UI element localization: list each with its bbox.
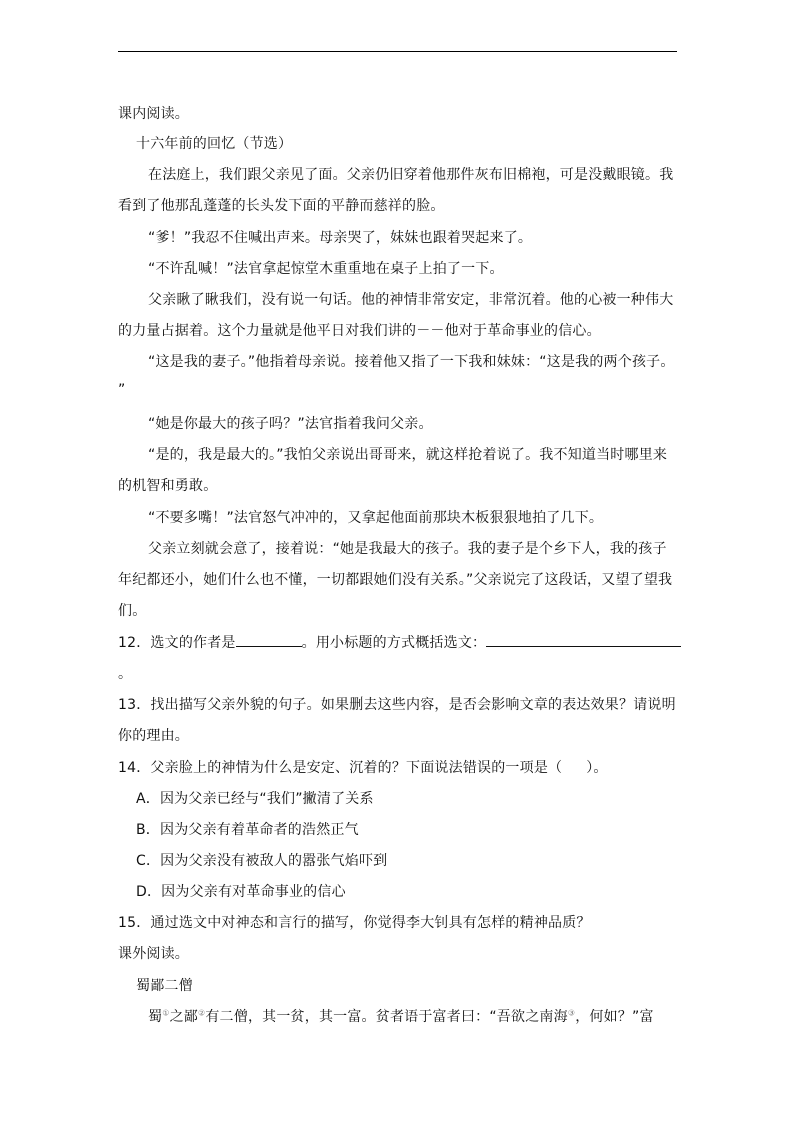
paragraph-line: ” [118,382,126,398]
option-c: C．因为父亲没有被敌人的嚣张气焰吓到 [136,853,388,869]
option-b: B．因为父亲有着革命者的浩然正气 [136,822,359,838]
question-text: 12．选文的作者是 [118,635,236,651]
passage-title: 十六年前的回忆（节选） [136,136,293,152]
answer-blank-author[interactable] [236,634,302,647]
paragraph-line: “爹！”我忍不住喊出声来。母亲哭了，妹妹也跟着哭起来了。 [148,230,533,246]
paragraph-line: “她是你最大的孩子吗？”法官指着我问父亲。 [148,416,433,432]
option-d: D．因为父亲有对革命事业的信心 [136,884,346,900]
question-text: 14．父亲脸上的神情为什么是安定、沉着的？下面说法错误的一项是（ [118,760,563,776]
paragraph-line: “是的，我是最大的。”我怕父亲说出哥哥来，就这样抢着说了。我不知道当时哪里来 [148,447,668,463]
header-rule [118,51,677,52]
question-14 [118,758,608,778]
section-heading-extra: 课外阅读。 [118,946,189,962]
paragraph-line: “不要多嘴！”法官怒气冲冲的，又拿起他面前那块木板狠狠地拍了几下。 [148,510,604,526]
footnote-marker: ③ [567,1008,576,1018]
paragraph-line: 们。 [118,603,147,619]
paragraph-line: 的力量占据着。这个力量就是他平日对我们讲的－－他对于革命事业的信心。 [118,323,601,339]
question-12-end: 。 [118,666,133,682]
option-a: A．因为父亲已经与“我们”撇清了关系 [136,791,374,807]
question-12 [118,633,681,653]
question-13: 13．找出描写父亲外貌的句子。如果删去这些内容，是否会影响文章的表达效果？请说明 [118,697,676,713]
question-13-line-2: 你的理由。 [118,728,189,744]
paragraph-line: “这是我的妻子。”他指着母亲说。接着他又指了一下我和妹妹：“这是我的两个孩子。 [148,354,675,370]
passage-title-2: 蜀鄙二僧 [136,978,193,994]
paragraph-line: 父亲立刻就会意了，接着说：“她是我最大的孩子。我的妻子是个乡下人，我的孩子 [148,541,667,557]
paragraph-line: “不许乱喊！”法官拿起惊堂木重重地在桌子上拍了一下。 [148,261,504,277]
paragraph-line: 看到了他那乱蓬蓬的长头发下面的平静而慈祥的脸。 [118,198,445,214]
footnote-marker: ② [197,1008,206,1018]
question-text: ）。 [586,760,608,776]
paragraph-line: 在法庭上，我们跟父亲见了面。父亲仍旧穿着他那件灰布旧棉袍，可是没戴眼镜。我 [148,167,674,183]
footnote-marker: ① [162,1008,170,1018]
paragraph-line: 蜀①之鄙②有二僧，其一贫，其一富。贫者语于富者曰：“吾欲之南海③，何如？”富 [148,1008,654,1025]
question-text: 。用小标题的方式概括选文： [301,635,487,651]
paragraph-line: 的机智和勇敢。 [118,478,218,494]
question-15: 15．通过选文中对神态和言行的描写，你觉得李大钊具有怎样的精神品质？ [118,915,591,931]
answer-blank-subtitles[interactable] [486,634,681,647]
paragraph-line: 年纪都还小，她们什么也不懂，一切都跟她们没有关系。”父亲说完了这段话，又望了望我 [118,572,673,588]
paragraph-line: 父亲瞅了瞅我们，没有说一句话。他的神情非常安定，非常沉着。他的心被一种伟大 [148,292,674,308]
section-heading-in-class: 课内阅读。 [118,106,189,122]
